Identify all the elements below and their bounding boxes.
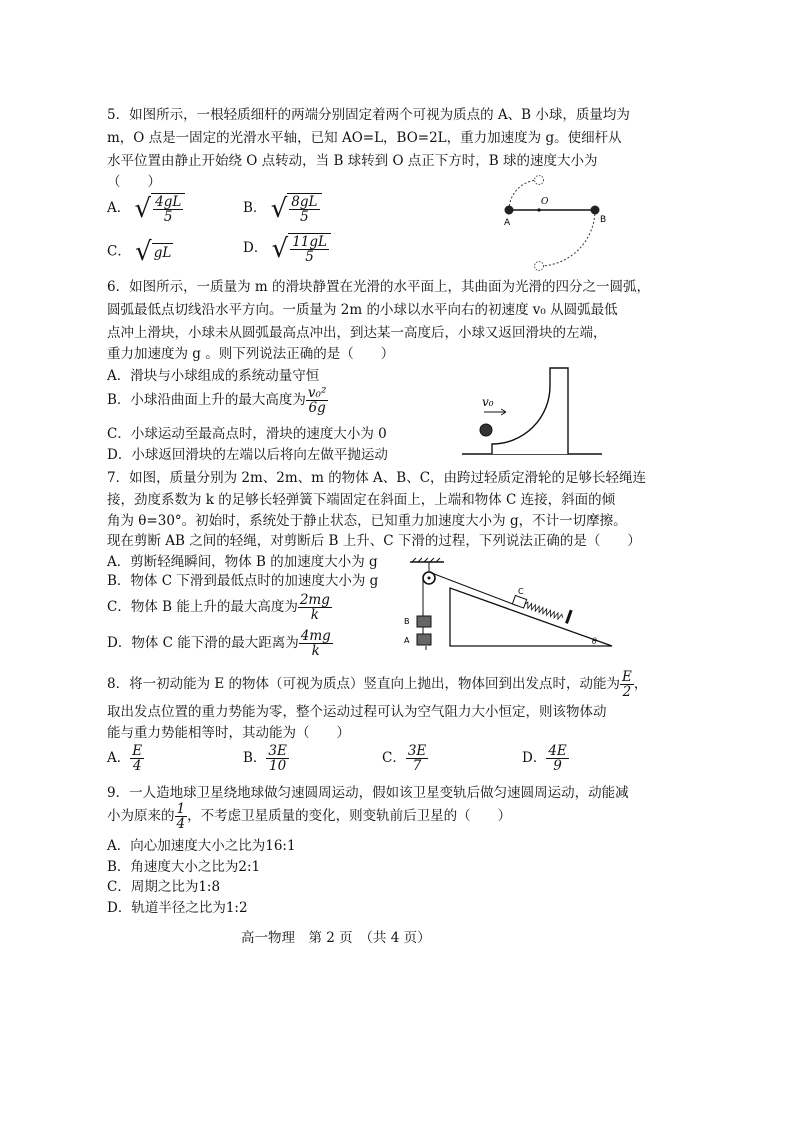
ball-b-icon bbox=[591, 206, 600, 215]
q7-line4: 现在剪断 AB 之间的轻绳，对剪断后 B 上升、C 下滑的过程，下列说法正确的是（ ） bbox=[107, 533, 641, 549]
q6-fig-label-v0: v₀ bbox=[482, 395, 494, 409]
q7-option-a: A．剪断轻绳瞬间，物体 B 的加速度大小为 g bbox=[107, 554, 378, 570]
q6-line2: 圆弧最低点切线沿水平方向。一质量为 2m 的小球以水平向右的初速度 v₀ 从圆弧最低 bbox=[107, 302, 618, 318]
q5-line1: 5．如图所示，一根轻质细杆的两端分别固定着两个可视为质点的 A、B 小球，质量均为 bbox=[107, 107, 630, 123]
q7-figure bbox=[402, 558, 617, 658]
q6-option-c: C．小球运动至最高点时，滑块的速度大小为 0 bbox=[107, 426, 387, 442]
q9-option-d: D．轨道半径之比为1:2 bbox=[107, 900, 248, 916]
q6-figure bbox=[462, 366, 602, 462]
q9-line1: 9．一人造地球卫星绕地球做匀速圆周运动，假如该卫星变轨后做匀速圆周运动，动能减 bbox=[107, 785, 629, 801]
q9-option-c: C．周期之比为1:8 bbox=[107, 879, 221, 895]
q8-option-b: B． $\frac{3E}{10}$ bbox=[243, 743, 287, 774]
q6-option-d: D．小球返回滑块的左端以后将向左做平抛运动 bbox=[107, 447, 388, 463]
block-c-icon bbox=[512, 596, 526, 609]
q5-line2: m，O 点是一固定的光滑水平轴，已知 AO=L，BO=2L，重力加速度为 g。使细杆从 bbox=[107, 130, 622, 146]
q6-line3: 点冲上滑块，小球未从圆弧最高点冲出，到达某一高度后，小球又返回滑块的左端， bbox=[107, 325, 607, 341]
q6-line1: 6．如图所示，一质量为 m 的滑块静置在光滑的水平面上，其曲面为光滑的四分之一圆弧， bbox=[107, 279, 650, 295]
q7-option-b: B．物体 C 下滑到最低点时的加速度大小为 g bbox=[107, 573, 379, 589]
q7-line3: 角为 θ=30°。初始时，系统处于静止状态，已知重力加速度大小为 g，不计一切摩擦。 bbox=[107, 513, 627, 529]
q5-option-d: D． √ $\frac{11gL}{5}$ bbox=[243, 233, 331, 264]
q5-option-a: A． √ $\frac{4gL}{5}$ bbox=[107, 193, 185, 224]
ball-a-icon bbox=[505, 206, 514, 215]
q7-option-d: D．物体 C 能下滑的最大距离为 $\frac{4mg}{k}$ bbox=[107, 628, 331, 659]
q5-option-c: C． √ gL bbox=[107, 237, 172, 267]
q8-line2: 取出发点位置的重力势能为零，整个运动过程可认为空气阻力大小恒定，则该物体动 bbox=[107, 704, 607, 720]
q9-line2: 小为原来的 $\frac{1}{4}$ ，不考虑卫星质量的变化，则变轨前后卫星的（ ） bbox=[107, 801, 512, 832]
q5-line3: 水平位置由静止开始绕 O 点转动，当 B 球转到 O 点正下方时，B 球的速度大小为 bbox=[107, 153, 598, 169]
q5-option-b: B． √ $\frac{8gL}{5}$ bbox=[243, 193, 322, 224]
q5-fig-label-a: A bbox=[504, 218, 511, 228]
q5-figure bbox=[495, 170, 625, 270]
q5-fig-label-b: B bbox=[600, 215, 607, 225]
q8-line3: 能与重力势能相等时，其动能为（ ） bbox=[107, 725, 350, 741]
q5-paren: （ ） bbox=[107, 174, 161, 190]
q7-line2: 接，劲度系数为 k 的足够长轻弹簧下端固定在斜面上，上端和物体 C 连接，斜面的倾 bbox=[107, 492, 616, 508]
block-b-icon bbox=[417, 616, 431, 627]
q7-fig-label-c: C bbox=[518, 587, 524, 596]
q7-fig-label-theta: θ bbox=[592, 637, 597, 646]
q7-option-c: C．物体 B 能上升的最大高度为 $\frac{2mg}{k}$ bbox=[107, 592, 330, 623]
q7-fig-label-a: A bbox=[404, 636, 410, 645]
q9-option-a: A．向心加速度大小之比为16:1 bbox=[107, 838, 296, 854]
q8-line1: 8．将一初动能为 E 的物体（可视为质点）竖直向上抛出，物体回到出发点时，动能为 $\frac{E}{2}$ ， bbox=[107, 669, 648, 700]
ball-icon bbox=[480, 424, 492, 436]
q8-option-d: D． $\frac{4E}{9}$ bbox=[522, 743, 567, 774]
q8-option-a: A． $\frac{E}{4}$ bbox=[107, 743, 143, 774]
q9-option-b: B．角速度大小之比为2:1 bbox=[107, 859, 261, 875]
q6-line4: 重力加速度为 g 。则下列说法正确的是（ ） bbox=[107, 346, 395, 362]
q7-fig-label-b: B bbox=[404, 617, 410, 626]
q8-option-c: C． $\frac{3E}{7}$ bbox=[382, 743, 427, 774]
q6-option-a: A．滑块与小球组成的系统动量守恒 bbox=[107, 368, 320, 384]
q6-option-b: B．小球沿曲面上升的最大高度为 $\frac{\text{v₀²}}{6g}$ bbox=[107, 385, 327, 416]
page-footer: 高一物理 第 2 页 （共 4 页） bbox=[241, 930, 431, 946]
block-a-icon bbox=[417, 634, 431, 645]
q7-line1: 7．如图，质量分别为 2m、2m、m 的物体 A、B、C，由跨过轻质定滑轮的足够长轻绳连 bbox=[107, 470, 647, 486]
q5-fig-label-o: O bbox=[541, 197, 549, 207]
